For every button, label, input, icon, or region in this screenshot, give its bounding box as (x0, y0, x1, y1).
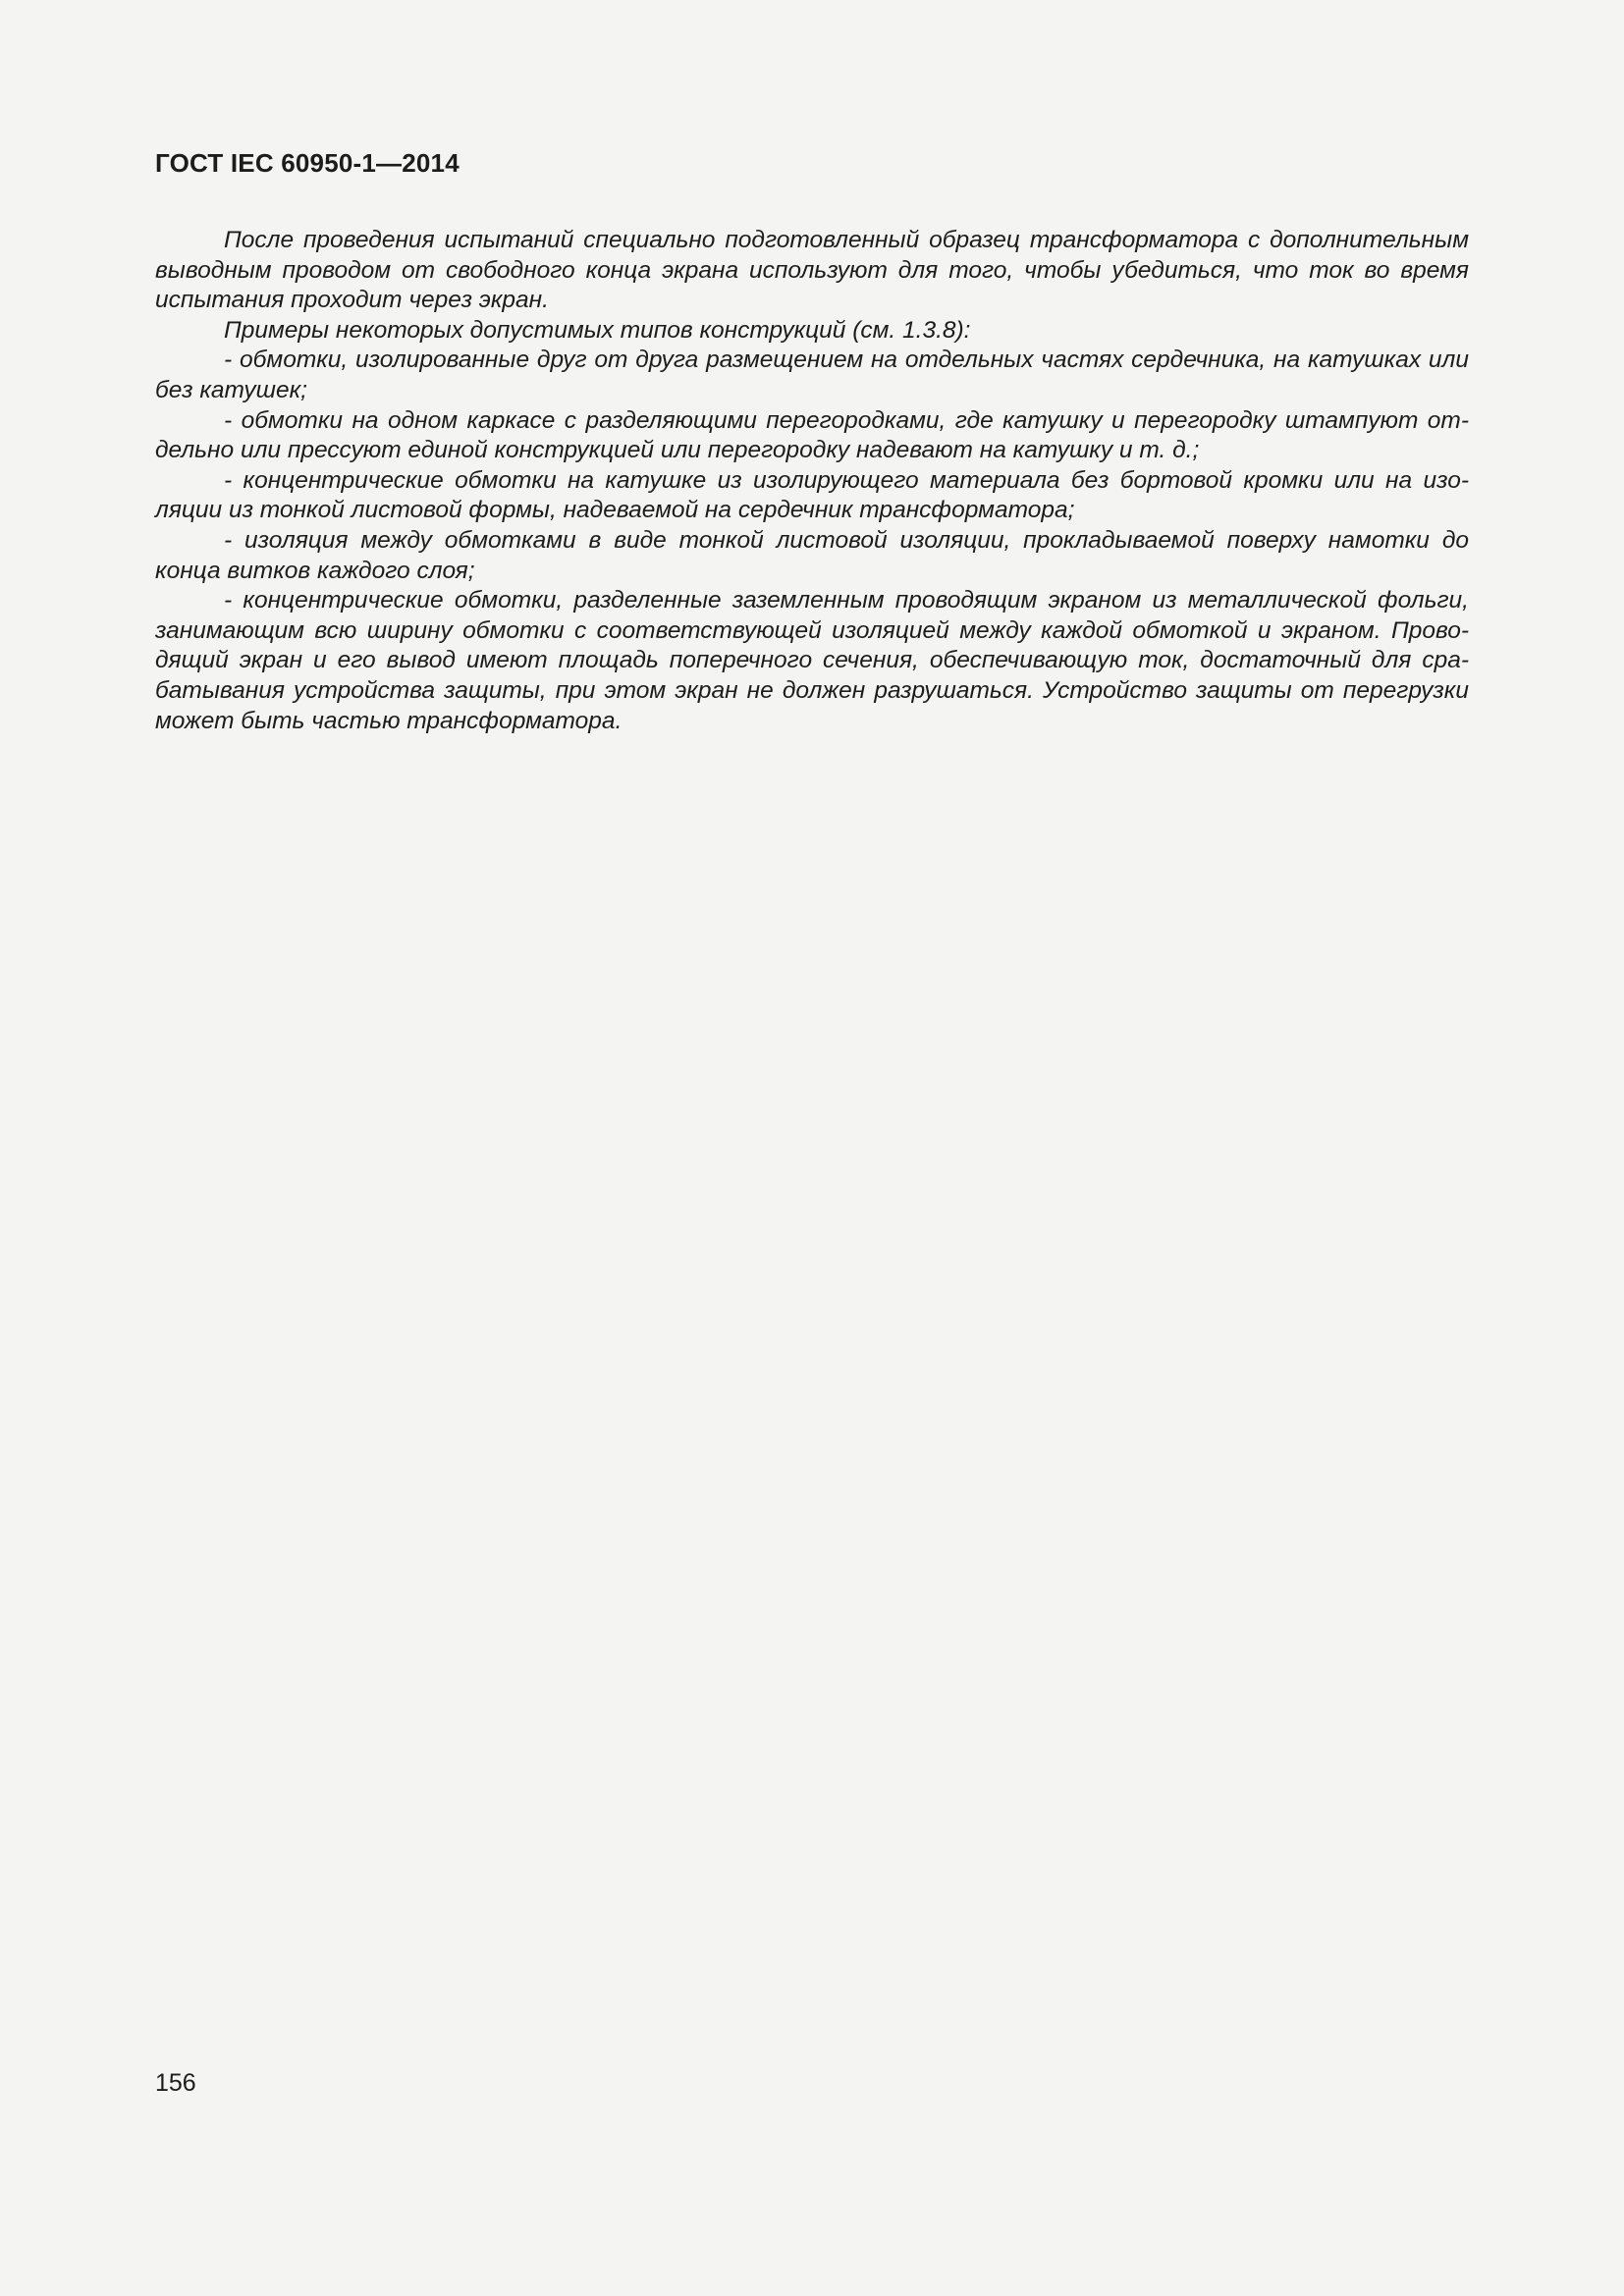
list-item-sheet-insulation: - изоляция между обмотками в виде тонкой листовой изоляции, прокладываемой поверху намотки до конца витков каждого слоя; (155, 526, 1469, 584)
document-header-code: ГОСТ IEC 60950-1—2014 (155, 148, 460, 178)
list-item-concentric-windings-bobbin: - концентрические обмотки на катушке из изолирующего материала без бортовой кромки или на изо-ляции из тонкой листовой формы, надеваемой на сердечник трансформатора; (155, 466, 1469, 524)
paragraph-test-description: После проведения испытаний специально подготовленный образец трансформатора с дополнительным выводным проводом от свободного конца экрана используют для того, чтобы убедиться, что ток во время испытания проходит через экран. (155, 227, 1469, 314)
document-body (155, 226, 1469, 736)
list-item-screened-windings: - концентрические обмотки, разделенные заземленным проводящим экраном из металлической фольги, занимающим всю ширину обмотки с соответствующей изоляцией между каждой обмоткой и экраном. Прово-дящий экран и его вывод имеют площадь поперечного сечения, обеспечивающую ток, достаточный для сра-батывания устройства защиты, при этом экран не должен разрушаться. Устройство защиты от перегрузки может быть частью трансформатора. (155, 587, 1469, 734)
list-item-single-bobbin-partitions: - обмотки на одном каркасе с разделяющими перегородками, где катушку и перегородку штампуют от-дельно или прессуют единой конструкцией или перегородку надевают на катушку и т. д.; (155, 406, 1469, 464)
paragraph-examples-intro: Примеры некоторых допустимых типов конструкций (см. 1.3.8): (224, 316, 971, 344)
list-item-separate-core-parts: - обмотки, изолированные друг от друга размещением на отдельных частях сердечника, на катушках или без катушек; (155, 347, 1469, 403)
page-number: 156 (155, 2069, 196, 2097)
